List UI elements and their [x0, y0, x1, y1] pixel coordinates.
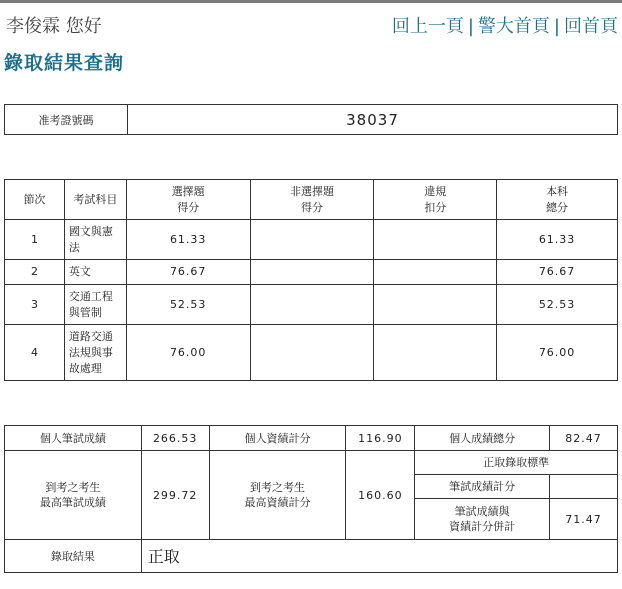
score-table-header: [5, 180, 618, 220]
summary-table: [4, 425, 618, 573]
exam-number-table: [4, 104, 618, 135]
written-score-value: [550, 475, 618, 499]
row-section: 1: [5, 220, 65, 260]
exam-number-row: [5, 105, 618, 135]
header-non-mc-score: 非選擇題 得分: [250, 180, 374, 220]
summary-row-result: [5, 540, 618, 573]
combined-label: 筆試成績與 資績計分併計: [415, 499, 550, 540]
top-navigation: [392, 12, 618, 38]
personal-total-value: 82.47: [550, 426, 618, 451]
exam-number-label: 准考證號碼: [5, 105, 128, 135]
user-greeting: 李俊霖 您好: [6, 16, 102, 37]
row-non-mc-score: [250, 325, 374, 381]
row-violation: [374, 325, 497, 381]
row-non-mc-score: [250, 260, 374, 285]
result-value: 正取: [141, 540, 617, 573]
row-non-mc-score: [250, 220, 374, 260]
header-subject: 考試科目: [64, 180, 126, 220]
max-credential-label: 到考之考生 最高資績計分: [209, 451, 346, 540]
header-subject-total: 本科 總分: [497, 180, 618, 220]
personal-credential-value: 116.90: [346, 426, 415, 451]
result-label: 錄取結果: [5, 540, 142, 573]
personal-credential-label: 個人資績計分: [209, 426, 346, 451]
personal-total-label: 個人成績總分: [415, 426, 550, 451]
personal-written-label: 個人筆試成績: [5, 426, 142, 451]
row-total: 52.53: [497, 285, 618, 325]
row-mc-score: 76.67: [126, 260, 250, 285]
police-university-home-link[interactable]: 警大首頁: [477, 16, 550, 37]
row-section: 3: [5, 285, 65, 325]
row-subject: 國文與憲 法: [64, 220, 126, 260]
table-row: [5, 285, 618, 325]
admission-standard-label: 正取錄取標準: [415, 451, 618, 475]
table-row: [5, 325, 618, 381]
written-score-label: 筆試成績計分: [415, 475, 550, 499]
row-subject: 道路交通 法規與事 故處理: [64, 325, 126, 381]
summary-row-personal: [5, 426, 618, 451]
nav-separator: |: [467, 16, 474, 37]
row-violation: [374, 285, 497, 325]
combined-value: 71.47: [550, 499, 618, 540]
table-row: [5, 260, 618, 285]
row-mc-score: 76.00: [126, 325, 250, 381]
page-title: 錄取結果查詢: [4, 52, 125, 74]
nav-separator: |: [553, 16, 560, 37]
max-written-value: 299.72: [141, 451, 209, 540]
table-row: [5, 220, 618, 260]
row-mc-score: 52.53: [126, 285, 250, 325]
score-table: [4, 179, 618, 381]
row-non-mc-score: [250, 285, 374, 325]
row-total: 76.00: [497, 325, 618, 381]
summary-row-standard: [5, 451, 618, 475]
max-written-label: 到考之考生 最高筆試成績: [5, 451, 142, 540]
row-mc-score: 61.33: [126, 220, 250, 260]
row-total: 61.33: [497, 220, 618, 260]
max-credential-value: 160.60: [346, 451, 415, 540]
row-violation: [374, 260, 497, 285]
back-link[interactable]: 回上一頁: [391, 16, 464, 37]
personal-written-value: 266.53: [141, 426, 209, 451]
row-violation: [374, 220, 497, 260]
row-subject: 英文: [64, 260, 126, 285]
home-link[interactable]: 回首頁: [564, 16, 618, 37]
row-section: 4: [5, 325, 65, 381]
top-border: [0, 0, 622, 3]
header-section: 節次: [5, 180, 65, 220]
row-subject: 交通工程 與管制: [64, 285, 126, 325]
header-mc-score: 選擇題 得分: [126, 180, 250, 220]
exam-number-value: 38037: [128, 105, 618, 135]
row-section: 2: [5, 260, 65, 285]
row-total: 76.67: [497, 260, 618, 285]
header-violation-deduction: 違規 扣分: [374, 180, 497, 220]
